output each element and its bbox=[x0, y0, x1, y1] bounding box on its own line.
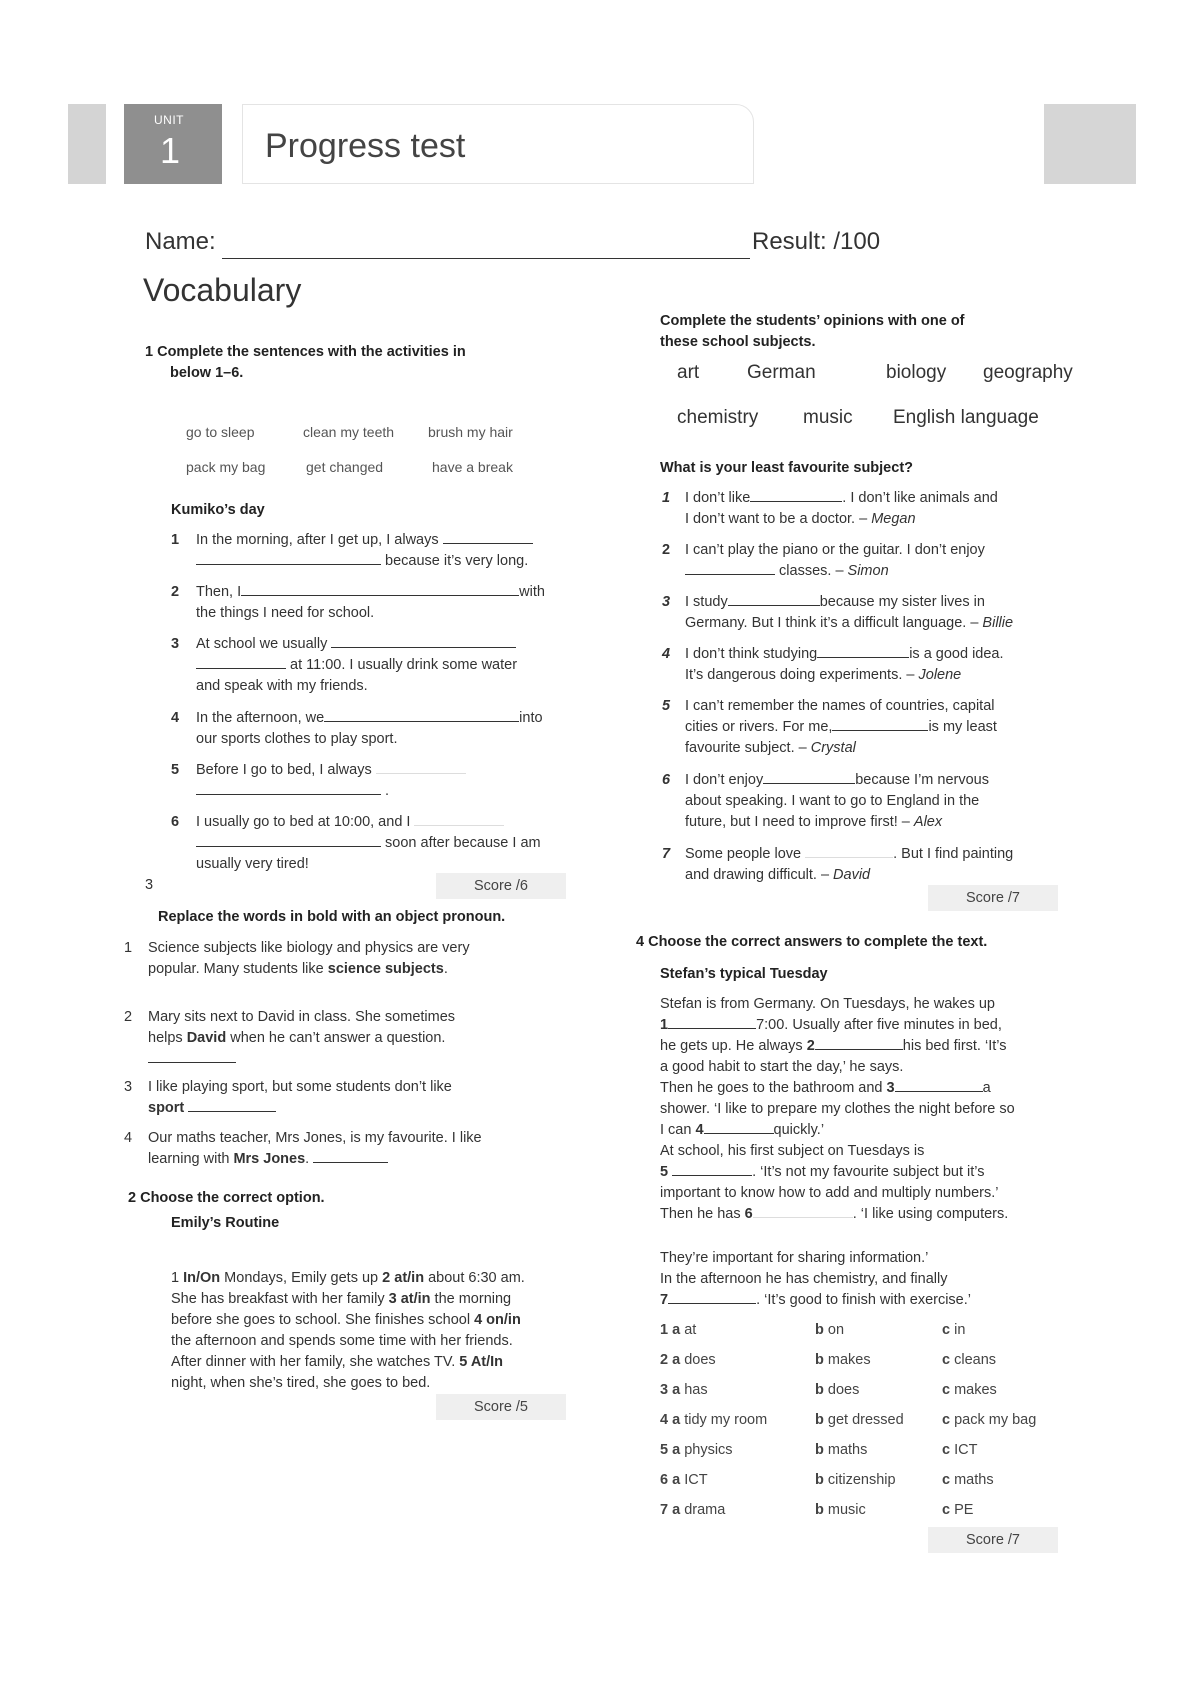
text-run: night, when she’s tired, she goes to bed. bbox=[171, 1375, 431, 1391]
bold-target: David bbox=[186, 1030, 227, 1046]
item-text: when he can’t answer a question. bbox=[226, 1030, 446, 1046]
item-text: because it’s very long. bbox=[385, 553, 529, 569]
subject-word: art bbox=[677, 362, 700, 383]
item-number: 3 bbox=[662, 594, 671, 610]
answer-blank[interactable] bbox=[728, 592, 820, 606]
option-number: 3 bbox=[660, 1382, 673, 1398]
answer-blank[interactable] bbox=[188, 1098, 276, 1112]
ex3-item bbox=[124, 938, 544, 977]
option-c[interactable] bbox=[942, 1382, 997, 1398]
header-right-block bbox=[1044, 104, 1136, 184]
ex3-item bbox=[124, 1128, 544, 1167]
name-field[interactable] bbox=[222, 258, 750, 259]
score-box: Score /5 bbox=[436, 1394, 566, 1420]
item-text: I don’t enjoy bbox=[685, 772, 764, 788]
item-number: 4 bbox=[124, 1130, 133, 1146]
subject-word: German bbox=[747, 362, 816, 383]
item-text: I usually go to bed at 10:00, and I bbox=[196, 814, 411, 830]
answer-blank[interactable] bbox=[196, 551, 381, 565]
text-line bbox=[660, 1290, 1080, 1311]
option-text: citizenship bbox=[827, 1472, 896, 1488]
option-text: tidy my room bbox=[684, 1412, 768, 1428]
option-text: on bbox=[827, 1322, 845, 1338]
option-text: pack my bag bbox=[954, 1412, 1037, 1428]
item-number: 5 bbox=[171, 762, 180, 778]
text-run: 7:00. Usually after five minutes in bed, bbox=[756, 1017, 1002, 1033]
item-number: 6 bbox=[662, 772, 671, 788]
answer-blank[interactable] bbox=[443, 530, 533, 544]
item-text: favourite subject. – bbox=[685, 740, 811, 756]
text-run: Then he goes to the bathroom and bbox=[660, 1080, 887, 1096]
option-letter: a bbox=[672, 1442, 685, 1458]
text-run: She has breakfast with her family bbox=[171, 1291, 389, 1307]
option-text: get dressed bbox=[827, 1412, 904, 1428]
text-line bbox=[660, 1099, 1080, 1120]
option-text: makes bbox=[827, 1352, 871, 1368]
ex2-instruction: 2 Choose the correct option. bbox=[128, 1190, 325, 1206]
text-run: his bed first. ‘It’s bbox=[902, 1038, 1007, 1054]
answer-blank[interactable] bbox=[668, 1015, 756, 1029]
student-name: Alex bbox=[913, 814, 943, 830]
option-text: ICT bbox=[684, 1472, 708, 1488]
item-text: the things I need for school. bbox=[196, 605, 375, 621]
subject-word: chemistry bbox=[677, 407, 759, 428]
option-text: does bbox=[827, 1382, 860, 1398]
answer-blank[interactable] bbox=[704, 1120, 774, 1134]
subjects-item bbox=[662, 644, 1062, 683]
bold-target: science subjects bbox=[327, 961, 444, 977]
subjects-item bbox=[662, 770, 1062, 830]
score-box: Score /7 bbox=[928, 1527, 1058, 1553]
ex1-instruction-line1: 1 Complete the sentences with the activities in bbox=[145, 344, 466, 360]
text-line bbox=[660, 1141, 1080, 1162]
option-choice[interactable]: 4 on/in bbox=[474, 1312, 521, 1328]
gap-number: 2 bbox=[806, 1038, 815, 1054]
answer-blank[interactable] bbox=[832, 717, 928, 731]
answer-blank[interactable] bbox=[672, 1162, 752, 1176]
item-number: 1 bbox=[662, 490, 671, 506]
option-a[interactable] bbox=[660, 1442, 733, 1458]
item-text: I like playing sport, but some students don’t like bbox=[148, 1079, 452, 1095]
subject-word: music bbox=[803, 407, 853, 428]
answer-blank[interactable] bbox=[414, 812, 504, 826]
option-text: maths bbox=[827, 1442, 868, 1458]
item-text: . bbox=[305, 1151, 310, 1167]
item-text: Our maths teacher, Mrs Jones, is my favourite. I like bbox=[148, 1130, 482, 1146]
option-text: has bbox=[684, 1382, 708, 1398]
text-run: I can bbox=[660, 1122, 696, 1138]
item-number: 3 bbox=[124, 1079, 133, 1095]
item-text: Mary sits next to David in class. She sometimes bbox=[148, 1009, 456, 1025]
ex3-number: 3 bbox=[145, 877, 154, 893]
word-box-item: clean my teeth bbox=[303, 424, 395, 440]
item-text: I don’t think studying bbox=[685, 646, 818, 662]
option-a[interactable] bbox=[660, 1412, 767, 1428]
option-letter: c bbox=[942, 1382, 955, 1398]
option-letter: a bbox=[672, 1412, 685, 1428]
header-left-block bbox=[68, 104, 106, 184]
option-number: 4 bbox=[660, 1412, 673, 1428]
item-text: In the afternoon, we bbox=[196, 710, 325, 726]
option-a[interactable] bbox=[660, 1502, 725, 1518]
item-number: 2 bbox=[124, 1009, 133, 1025]
ex2-text bbox=[171, 1268, 571, 1394]
item-text: and drawing difficult. – bbox=[685, 867, 834, 883]
word-box-item: brush my hair bbox=[428, 424, 513, 440]
item-text: usually very tired! bbox=[196, 856, 309, 872]
ex1-instruction bbox=[145, 342, 466, 384]
item-text: about speaking. I want to go to England in the bbox=[685, 793, 980, 809]
item-text: because I’m nervous bbox=[855, 772, 989, 788]
option-b[interactable] bbox=[815, 1352, 871, 1368]
text-run: a good habit to start the day,’ he says. bbox=[660, 1059, 904, 1075]
option-letter: a bbox=[672, 1472, 685, 1488]
option-letter: a bbox=[672, 1502, 685, 1518]
option-letter: c bbox=[942, 1442, 955, 1458]
option-letter: b bbox=[815, 1472, 828, 1488]
ex3-instruction: Replace the words in bold with an object pronoun. bbox=[158, 909, 506, 925]
option-letter: c bbox=[942, 1502, 955, 1518]
option-number: 7 bbox=[660, 1502, 673, 1518]
item-text: Then, I bbox=[196, 584, 242, 600]
item-number: 7 bbox=[662, 846, 671, 862]
ex1-subtitle: Kumiko’s day bbox=[171, 502, 265, 518]
text-line bbox=[660, 1204, 1080, 1225]
text-run: shower. ‘I like to prepare my clothes the night before so bbox=[660, 1101, 1015, 1117]
option-number: 1 bbox=[660, 1322, 673, 1338]
ex2-subtitle: Emily’s Routine bbox=[171, 1215, 280, 1231]
gap-number: 6 bbox=[744, 1206, 753, 1222]
option-text: cleans bbox=[954, 1352, 997, 1368]
option-b[interactable] bbox=[815, 1412, 904, 1428]
option-text: makes bbox=[954, 1382, 997, 1398]
option-c[interactable] bbox=[942, 1442, 977, 1458]
item-number: 5 bbox=[662, 698, 671, 714]
score-box: Score /6 bbox=[436, 873, 566, 899]
item-number: 2 bbox=[662, 542, 671, 558]
bold-target: sport bbox=[148, 1100, 185, 1116]
option-text: PE bbox=[954, 1502, 974, 1518]
item-text: into bbox=[519, 710, 543, 726]
item-text: Before I go to bed, I always bbox=[196, 762, 372, 778]
text-run: 1 bbox=[171, 1270, 184, 1286]
option-b[interactable] bbox=[815, 1472, 896, 1488]
gap-number: 4 bbox=[695, 1122, 704, 1138]
gap-number: 1 bbox=[660, 1017, 669, 1033]
item-text: I can’t play the piano or the guitar. I don’t enjoy bbox=[685, 542, 985, 558]
option-number: 6 bbox=[660, 1472, 673, 1488]
text-line bbox=[171, 1268, 571, 1289]
instruction-line: Complete the students’ opinions with one of bbox=[660, 313, 965, 329]
item-text: . bbox=[385, 783, 390, 799]
option-letter: c bbox=[942, 1472, 955, 1488]
option-letter: a bbox=[672, 1352, 685, 1368]
answer-blank[interactable] bbox=[750, 488, 842, 502]
text-line bbox=[660, 994, 1080, 1015]
score-box: Score /7 bbox=[928, 885, 1058, 911]
ex4-subtitle: Stefan’s typical Tuesday bbox=[660, 966, 828, 982]
answer-blank[interactable] bbox=[817, 644, 909, 658]
item-number: 4 bbox=[171, 710, 180, 726]
ex1-instruction-line2: below 1–6. bbox=[170, 365, 244, 381]
option-c[interactable] bbox=[942, 1322, 965, 1338]
student-name: Crystal bbox=[810, 740, 856, 756]
option-text: ICT bbox=[954, 1442, 978, 1458]
text-line bbox=[171, 1289, 571, 1310]
text-line: They’re important for sharing information.’ bbox=[660, 1250, 929, 1266]
gap-number: 7 bbox=[660, 1292, 669, 1308]
item-text: classes. – bbox=[779, 563, 848, 579]
option-choice[interactable]: 5 At/In bbox=[459, 1354, 504, 1370]
unit-label: UNIT bbox=[154, 113, 184, 127]
option-choice[interactable]: In/On bbox=[183, 1270, 221, 1286]
answer-blank[interactable] bbox=[148, 1049, 236, 1063]
item-text: Some people love bbox=[685, 846, 802, 862]
option-letter: b bbox=[815, 1352, 828, 1368]
item-text: . bbox=[443, 961, 448, 977]
item-text: helps bbox=[148, 1030, 187, 1046]
text-run: quickly.’ bbox=[773, 1122, 825, 1138]
text-run: the morning bbox=[430, 1291, 512, 1307]
ex1-item bbox=[171, 634, 571, 694]
item-text: I don’t like bbox=[685, 490, 751, 506]
item-text: future, but I need to improve first! – bbox=[685, 814, 914, 830]
subjects-instruction bbox=[660, 311, 965, 353]
text-run: before she goes to school. She finishes school bbox=[171, 1312, 475, 1328]
subjects-item bbox=[662, 592, 1062, 631]
option-text: physics bbox=[684, 1442, 733, 1458]
answer-blank[interactable] bbox=[196, 833, 381, 847]
subjects-item bbox=[662, 540, 1062, 579]
word-box-item: go to sleep bbox=[186, 424, 255, 440]
text-line: In the afternoon he has chemistry, and finally bbox=[660, 1271, 948, 1287]
subjects-item bbox=[662, 696, 1062, 756]
option-c[interactable] bbox=[942, 1472, 994, 1488]
item-number: 1 bbox=[171, 532, 180, 548]
option-letter: b bbox=[815, 1382, 828, 1398]
text-run: Mondays, Emily gets up bbox=[220, 1270, 383, 1286]
text-run: After dinner with her family, she watches TV. bbox=[171, 1354, 460, 1370]
answer-blank[interactable] bbox=[196, 655, 286, 669]
answer-blank[interactable] bbox=[685, 561, 775, 575]
option-text: does bbox=[684, 1352, 716, 1368]
item-number: 1 bbox=[124, 940, 133, 956]
text-run: about 6:30 am. bbox=[424, 1270, 525, 1286]
item-number: 6 bbox=[171, 814, 180, 830]
gap-number: 5 bbox=[660, 1164, 669, 1180]
text-run: . ‘I like using computers. bbox=[852, 1206, 1009, 1222]
item-text: with bbox=[519, 584, 545, 600]
option-c[interactable] bbox=[942, 1502, 973, 1518]
answer-blank[interactable] bbox=[313, 1149, 388, 1163]
option-letter: b bbox=[815, 1502, 828, 1518]
text-run: a bbox=[982, 1080, 991, 1096]
option-text: music bbox=[827, 1502, 866, 1518]
title-box bbox=[242, 104, 754, 184]
text-line bbox=[171, 1352, 571, 1373]
unit-number: 1 bbox=[160, 130, 181, 171]
item-text: learning with bbox=[148, 1151, 234, 1167]
item-text: I study bbox=[685, 594, 728, 610]
item-text: our sports clothes to play sport. bbox=[196, 731, 398, 747]
ex1-item bbox=[171, 760, 571, 799]
student-name: David bbox=[833, 867, 871, 883]
text-run: Then he has bbox=[660, 1206, 745, 1222]
option-a[interactable] bbox=[660, 1382, 708, 1398]
ex3-item bbox=[124, 1077, 544, 1116]
subjects-item bbox=[662, 488, 1062, 527]
answer-blank[interactable] bbox=[196, 781, 381, 795]
item-text: I can’t remember the names of countries, capital bbox=[685, 698, 995, 714]
option-c[interactable] bbox=[942, 1412, 1036, 1428]
text-line bbox=[660, 1162, 1080, 1183]
subject-word: geography bbox=[983, 362, 1073, 383]
text-line bbox=[660, 1015, 1080, 1036]
option-letter: c bbox=[942, 1412, 955, 1428]
word-box-item: pack my bag bbox=[186, 459, 266, 475]
word-box-item: have a break bbox=[432, 459, 513, 475]
student-name: Simon bbox=[847, 563, 889, 579]
option-letter: a bbox=[672, 1322, 685, 1338]
ex4-text bbox=[660, 994, 1080, 1225]
text-run: the afternoon and spends some time with her friends. bbox=[171, 1333, 513, 1349]
option-choice[interactable]: 2 at/in bbox=[382, 1270, 425, 1286]
ex1-item bbox=[171, 582, 571, 621]
option-text: maths bbox=[954, 1472, 994, 1488]
option-a[interactable] bbox=[660, 1472, 708, 1488]
item-text: Science subjects like biology and physics are very bbox=[148, 940, 470, 956]
option-letter: c bbox=[942, 1322, 955, 1338]
item-number: 3 bbox=[171, 636, 180, 652]
ex1-item bbox=[171, 530, 571, 569]
ex4-text-continued bbox=[660, 1248, 1080, 1311]
student-name: Billie bbox=[982, 615, 1014, 631]
item-number: 4 bbox=[662, 646, 671, 662]
answer-blank[interactable] bbox=[815, 1036, 903, 1050]
bold-target: Mrs Jones bbox=[233, 1151, 306, 1167]
answer-blank[interactable] bbox=[241, 582, 519, 596]
text-line bbox=[660, 1036, 1080, 1057]
text-line bbox=[171, 1310, 571, 1331]
text-run: At school, his first subject on Tuesdays is bbox=[660, 1143, 925, 1159]
unit-badge bbox=[124, 104, 222, 184]
text-line bbox=[660, 1120, 1080, 1141]
name-label: Name: bbox=[145, 228, 216, 255]
item-text: In the morning, after I get up, I always bbox=[196, 532, 439, 548]
option-choice[interactable]: 3 at/in bbox=[388, 1291, 431, 1307]
ex3-item bbox=[124, 1007, 544, 1046]
option-text: at bbox=[684, 1322, 697, 1338]
option-text: drama bbox=[684, 1502, 726, 1518]
answer-blank[interactable] bbox=[668, 1290, 756, 1304]
option-b[interactable] bbox=[815, 1502, 866, 1518]
option-b[interactable] bbox=[815, 1382, 859, 1398]
answer-blank[interactable] bbox=[376, 760, 466, 774]
answer-blank[interactable] bbox=[895, 1078, 983, 1092]
answer-blank[interactable] bbox=[331, 634, 516, 648]
text-line bbox=[660, 1078, 1080, 1099]
text-run: . ‘It’s good to finish with exercise.’ bbox=[756, 1292, 971, 1308]
option-letter: a bbox=[672, 1382, 685, 1398]
text-line bbox=[660, 1057, 1080, 1078]
ex1-item bbox=[171, 812, 571, 872]
item-text: soon after because I am bbox=[385, 835, 541, 851]
text-line bbox=[660, 1183, 1080, 1204]
item-number: 2 bbox=[171, 584, 180, 600]
section-title: Vocabulary bbox=[143, 272, 302, 308]
item-text: cities or rivers. For me, bbox=[685, 719, 833, 735]
text-run: important to know how to add and multiply numbers.’ bbox=[660, 1185, 999, 1201]
option-b[interactable] bbox=[815, 1322, 844, 1338]
option-letter: b bbox=[815, 1442, 828, 1458]
item-text: I don’t want to be a doctor. – bbox=[685, 511, 872, 527]
subjects-question: What is your least favourite subject? bbox=[660, 460, 913, 476]
option-number: 5 bbox=[660, 1442, 673, 1458]
text-run: he gets up. He always bbox=[660, 1038, 807, 1054]
text-line bbox=[171, 1373, 571, 1394]
answer-blank[interactable] bbox=[763, 770, 855, 784]
option-letter: b bbox=[815, 1412, 828, 1428]
instruction-line: these school subjects. bbox=[660, 334, 816, 350]
item-text: is my least bbox=[928, 719, 997, 735]
answer-blank[interactable] bbox=[324, 708, 519, 722]
text-line bbox=[171, 1331, 571, 1352]
ex1-item bbox=[171, 708, 571, 747]
subjects-item bbox=[662, 844, 1062, 883]
answer-blank[interactable] bbox=[805, 844, 893, 858]
word-box-item: get changed bbox=[306, 459, 384, 475]
item-text: Germany. But I think it’s a difficult language. – bbox=[685, 615, 983, 631]
text-run: Stefan is from Germany. On Tuesdays, he wakes up bbox=[660, 996, 995, 1012]
result-label: Result: /100 bbox=[752, 228, 881, 255]
subject-word: English language bbox=[893, 407, 1039, 428]
item-text: because my sister lives in bbox=[819, 594, 985, 610]
item-text: and speak with my friends. bbox=[196, 678, 368, 694]
option-number: 2 bbox=[660, 1352, 673, 1368]
ex4-instruction: 4 Choose the correct answers to complete the text. bbox=[636, 934, 988, 950]
item-text: At school we usually bbox=[196, 636, 328, 652]
option-a[interactable] bbox=[660, 1322, 696, 1338]
item-text: . But I find painting bbox=[893, 846, 1014, 862]
option-a[interactable] bbox=[660, 1352, 716, 1368]
option-letter: c bbox=[942, 1352, 955, 1368]
student-name: Jolene bbox=[918, 667, 962, 683]
gap-number: 3 bbox=[886, 1080, 895, 1096]
option-b[interactable] bbox=[815, 1442, 867, 1458]
answer-blank[interactable] bbox=[753, 1204, 853, 1218]
item-text: is a good idea. bbox=[909, 646, 1004, 662]
item-text: . I don’t like animals and bbox=[842, 490, 998, 506]
page-title: Progress test bbox=[265, 127, 466, 165]
item-text: popular. Many students like bbox=[148, 961, 328, 977]
item-text: at 11:00. I usually drink some water bbox=[290, 657, 518, 673]
option-text: in bbox=[954, 1322, 966, 1338]
text-run: . ‘It’s not my favourite subject but it’s bbox=[752, 1164, 985, 1180]
option-letter: b bbox=[815, 1322, 828, 1338]
item-text: It’s dangerous doing experiments. – bbox=[685, 667, 919, 683]
student-name: Megan bbox=[871, 511, 916, 527]
option-c[interactable] bbox=[942, 1352, 996, 1368]
subject-word: biology bbox=[886, 362, 947, 383]
